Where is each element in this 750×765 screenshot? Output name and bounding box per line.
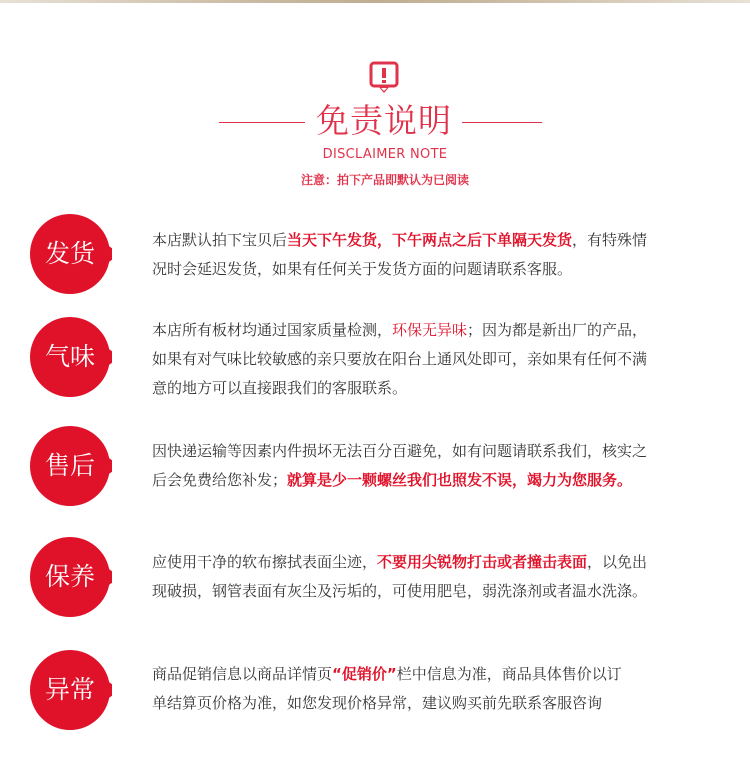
page-title: 免责说明 — [316, 101, 452, 140]
text-tail: ；因为都是新出厂的产品， 如果有对气味比较敏感的亲只要放在阳台上通风处即可，亲如果有任何不满 意的地方可以直接跟我们的客服联系。 — [152, 321, 648, 397]
top-divider — [0, 0, 750, 3]
badge-label: 售后 — [44, 451, 95, 480]
text-highlight: 不要用尖锐物打击或者撞击表面 — [377, 553, 588, 571]
text-lead: 因快递运输等因素内件损坏无法百分百避免，如有问题请联系我们，核实之 后会免费给您补发； — [152, 442, 648, 489]
page-subtitle: DISCLAIMER NOTE — [322, 147, 448, 162]
maintenance-badge — [30, 537, 110, 617]
disclaimer-text — [152, 660, 722, 718]
text-tail: ，有特殊情 况时会延迟发货，如果有任何关于发货方面的问题请联系客服。 — [152, 231, 648, 278]
exclamation-icon — [369, 61, 399, 94]
disclaimer-text — [152, 226, 722, 284]
title-rule-left — [219, 122, 305, 123]
text-highlight: 环保无异味 — [392, 321, 468, 339]
text-lead: 应使用干净的软布擦拭表面尘迹， — [152, 553, 378, 571]
pricing-badge — [30, 650, 110, 730]
reading-note: 注意：拍下产品即默认为已阅读 — [300, 173, 469, 187]
aftersales-badge — [30, 426, 110, 506]
disclaimer-text — [152, 548, 722, 606]
text-highlight: “促销价” — [332, 665, 397, 683]
odor-badge — [30, 317, 110, 397]
title-rule-right — [462, 122, 542, 123]
badge-label: 气味 — [44, 342, 95, 371]
badge-label: 异常 — [44, 675, 95, 704]
text-lead: 商品促销信息以商品详情页 — [152, 665, 333, 683]
text-tail: 栏中信息为准，商品具体售价以订 单结算页价格为准，如您发现价格异常，建议购买前先联系客服咨询 — [152, 665, 622, 712]
disclaimer-text — [152, 437, 722, 495]
text-lead: 本店所有板材均通过国家质量检测， — [152, 321, 393, 339]
badge-label: 保养 — [44, 562, 95, 591]
shipping-badge — [30, 214, 110, 294]
disclaimer-text — [152, 316, 722, 403]
badge-label: 发货 — [44, 239, 95, 268]
text-highlight: 就算是少一颗螺丝我们也照发不误，竭力为您服务。 — [287, 471, 633, 489]
text-highlight: 当天下午发货，下午两点之后下单隔天发货 — [287, 231, 573, 249]
text-lead: 本店默认拍下宝贝后 — [152, 231, 288, 249]
text-tail: ，以免出 现破损，钢管表面有灰尘及污垢的，可使用肥皂，弱洗涤剂或者温水洗涤。 — [152, 553, 648, 600]
